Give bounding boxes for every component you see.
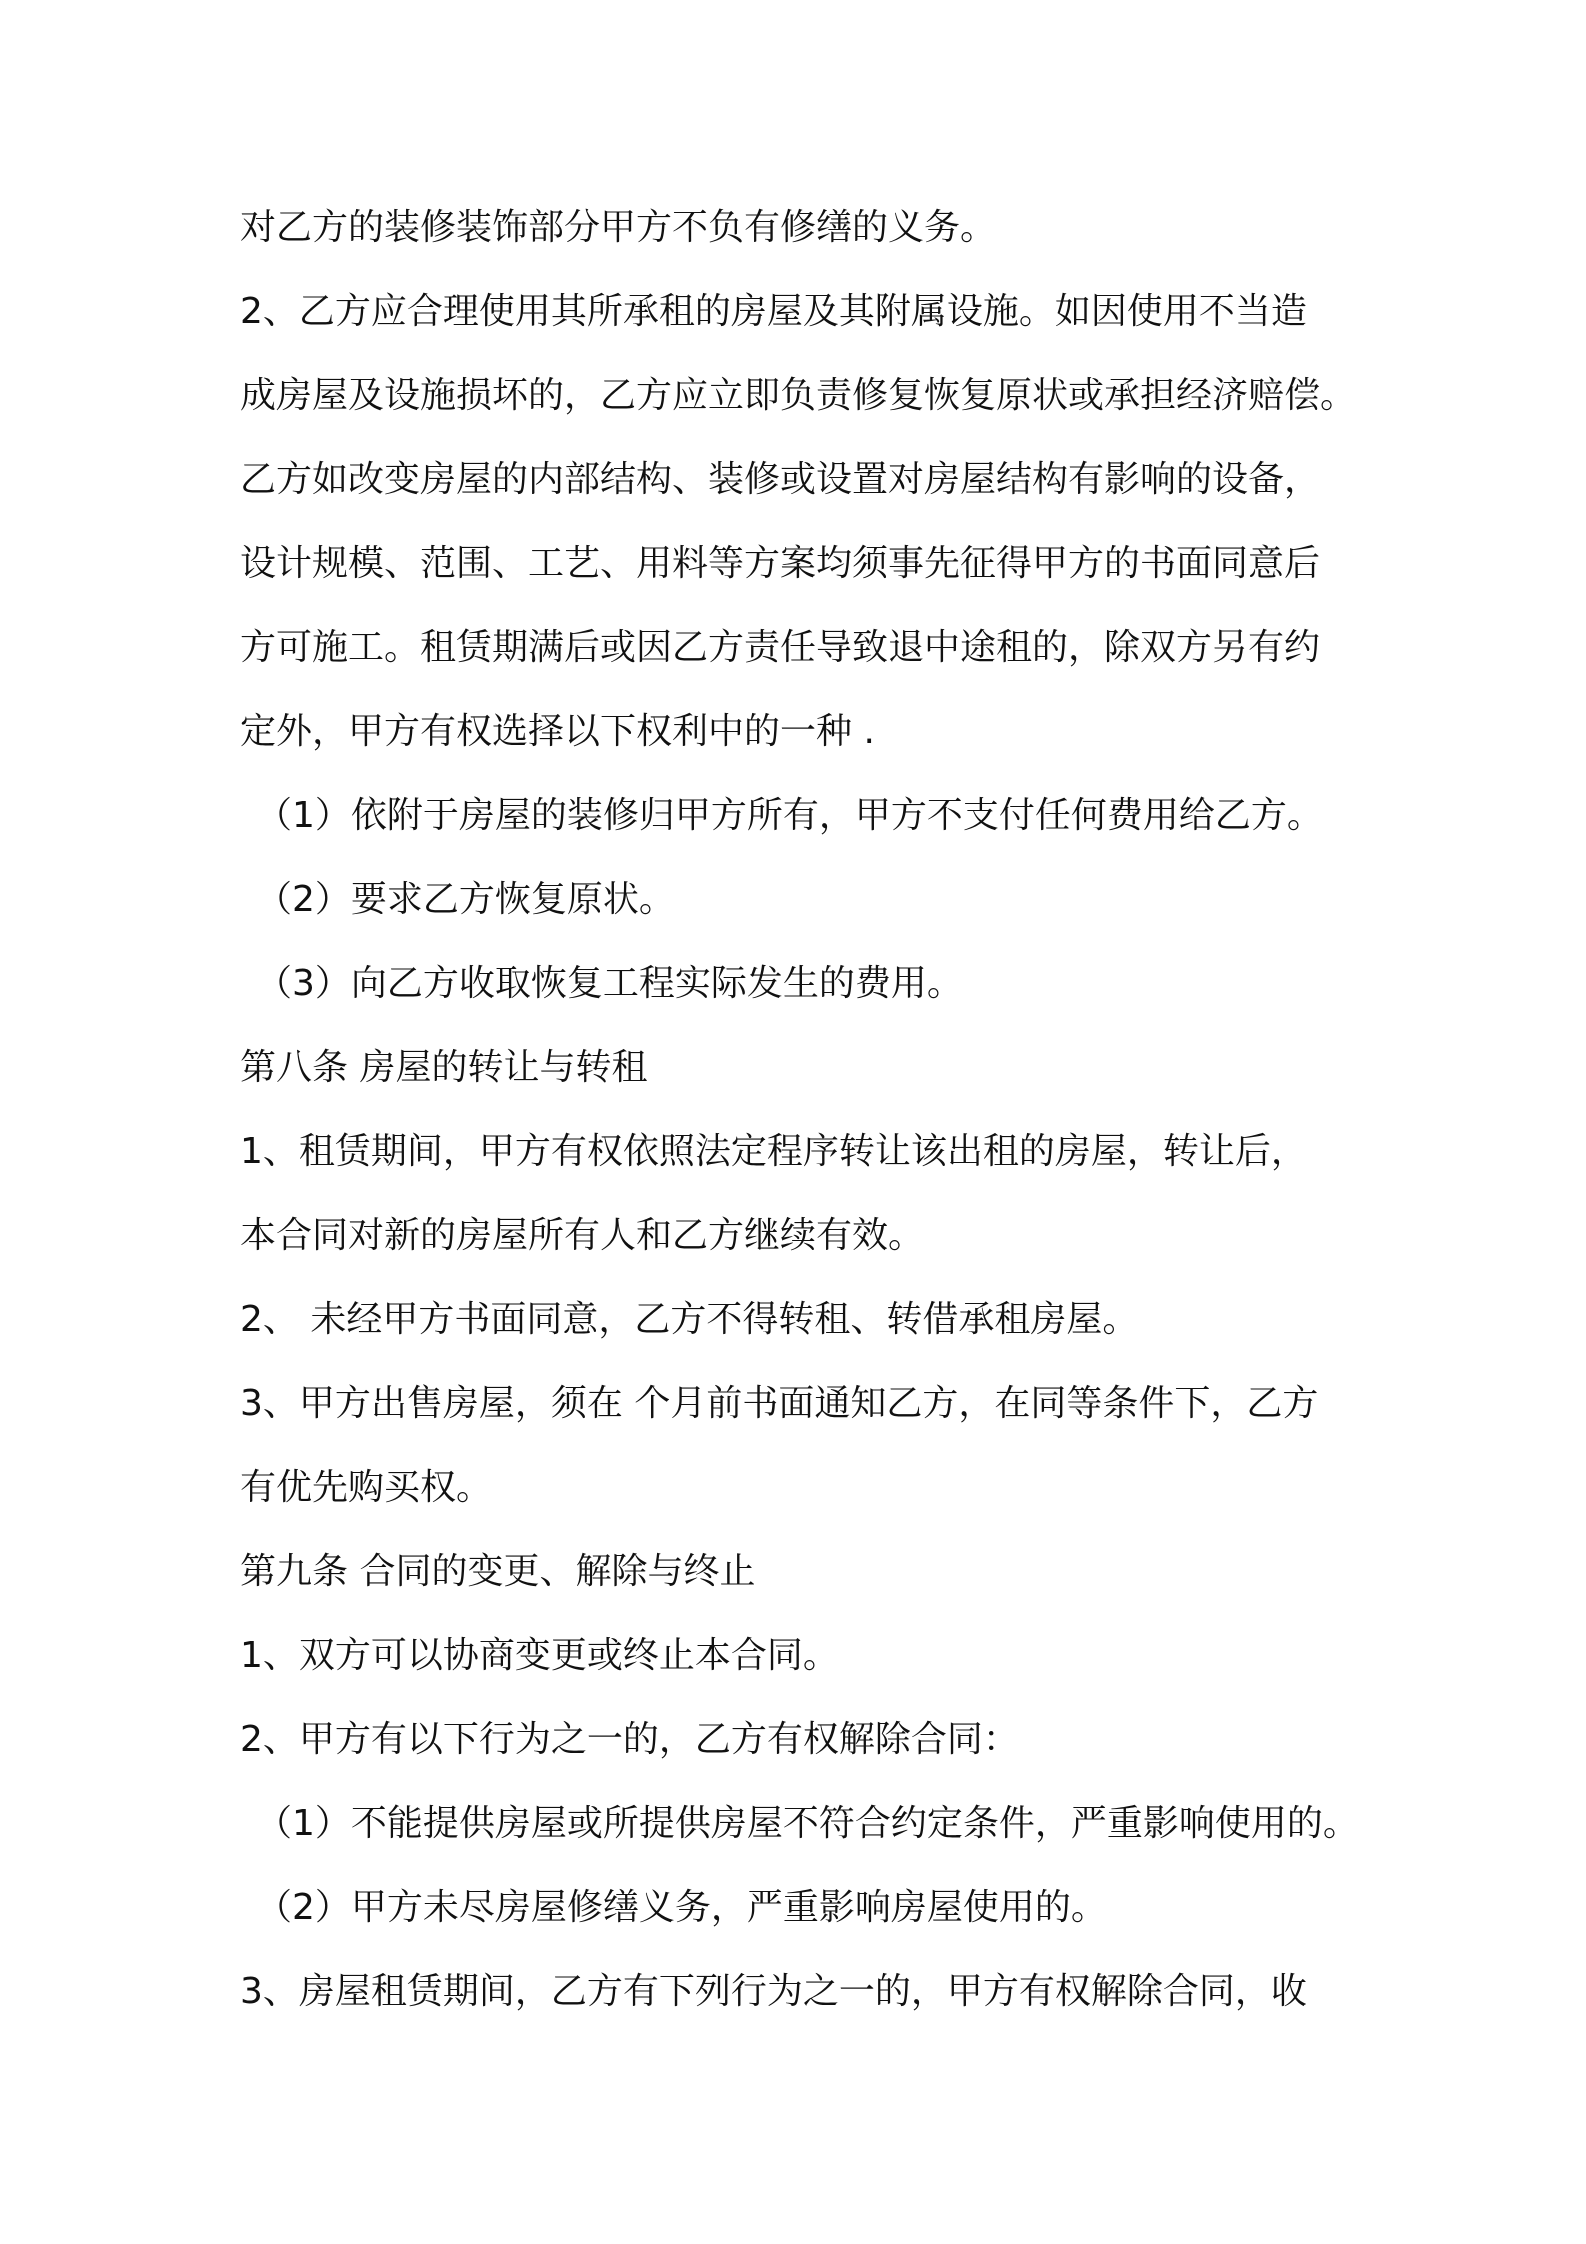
list-item: （3）向乙方收取恢复工程实际发生的费用。 bbox=[256, 963, 963, 1004]
text-line: 对乙方的装修装饰部分甲方不负有修缮的义务。 bbox=[240, 207, 997, 248]
text-line: 方可施工。租赁期满后或因乙方责任导致退中途租的，除双方另有约 bbox=[240, 627, 1321, 668]
text-line: 1、双方可以协商变更或终止本合同。 bbox=[240, 1635, 839, 1676]
text-line: 2、甲方有以下行为之一的，乙方有权解除合同： bbox=[240, 1719, 1019, 1760]
text-line: 乙方如改变房屋的内部结构、装修或设置对房屋结构有影响的设备， bbox=[240, 459, 1321, 500]
section-heading: 第八条 房屋的转让与转租 bbox=[240, 1047, 648, 1088]
text-line: 设计规模、范围、工艺、用料等方案均须事先征得甲方的书面同意后 bbox=[240, 543, 1321, 584]
list-item: （2）甲方未尽房屋修缮义务，严重影响房屋使用的。 bbox=[256, 1887, 1107, 1928]
text-line: 有优先购买权。 bbox=[240, 1467, 493, 1508]
text-line: 2、 未经甲方书面同意，乙方不得转租、转借承租房屋。 bbox=[240, 1299, 1139, 1340]
text-line: 2、乙方应合理使用其所承租的房屋及其附属设施。如因使用不当造 bbox=[240, 291, 1307, 332]
list-item: （2）要求乙方恢复原状。 bbox=[256, 879, 675, 920]
text-line: 本合同对新的房屋所有人和乙方继续有效。 bbox=[240, 1215, 925, 1256]
list-item: （1）依附于房屋的装修归甲方所有，甲方不支付任何费用给乙方。 bbox=[256, 795, 1323, 836]
text-line: 成房屋及设施损坏的，乙方应立即负责修复恢复原状或承担经济赔偿。 bbox=[240, 375, 1357, 416]
text-line: 3、甲方出售房屋，须在 个月前书面通知乙方，在同等条件下，乙方 bbox=[240, 1383, 1319, 1424]
list-item: （1）不能提供房屋或所提供房屋不符合约定条件，严重影响使用的。 bbox=[256, 1803, 1359, 1844]
section-heading: 第九条 合同的变更、解除与终止 bbox=[240, 1551, 756, 1592]
text-line: 1、租赁期间，甲方有权依照法定程序转让该出租的房屋，转让后， bbox=[240, 1131, 1307, 1172]
text-line: 定外，甲方有权选择以下权利中的一种 . bbox=[240, 711, 875, 752]
text-line: 3、房屋租赁期间，乙方有下列行为之一的，甲方有权解除合同，收 bbox=[240, 1971, 1307, 2012]
